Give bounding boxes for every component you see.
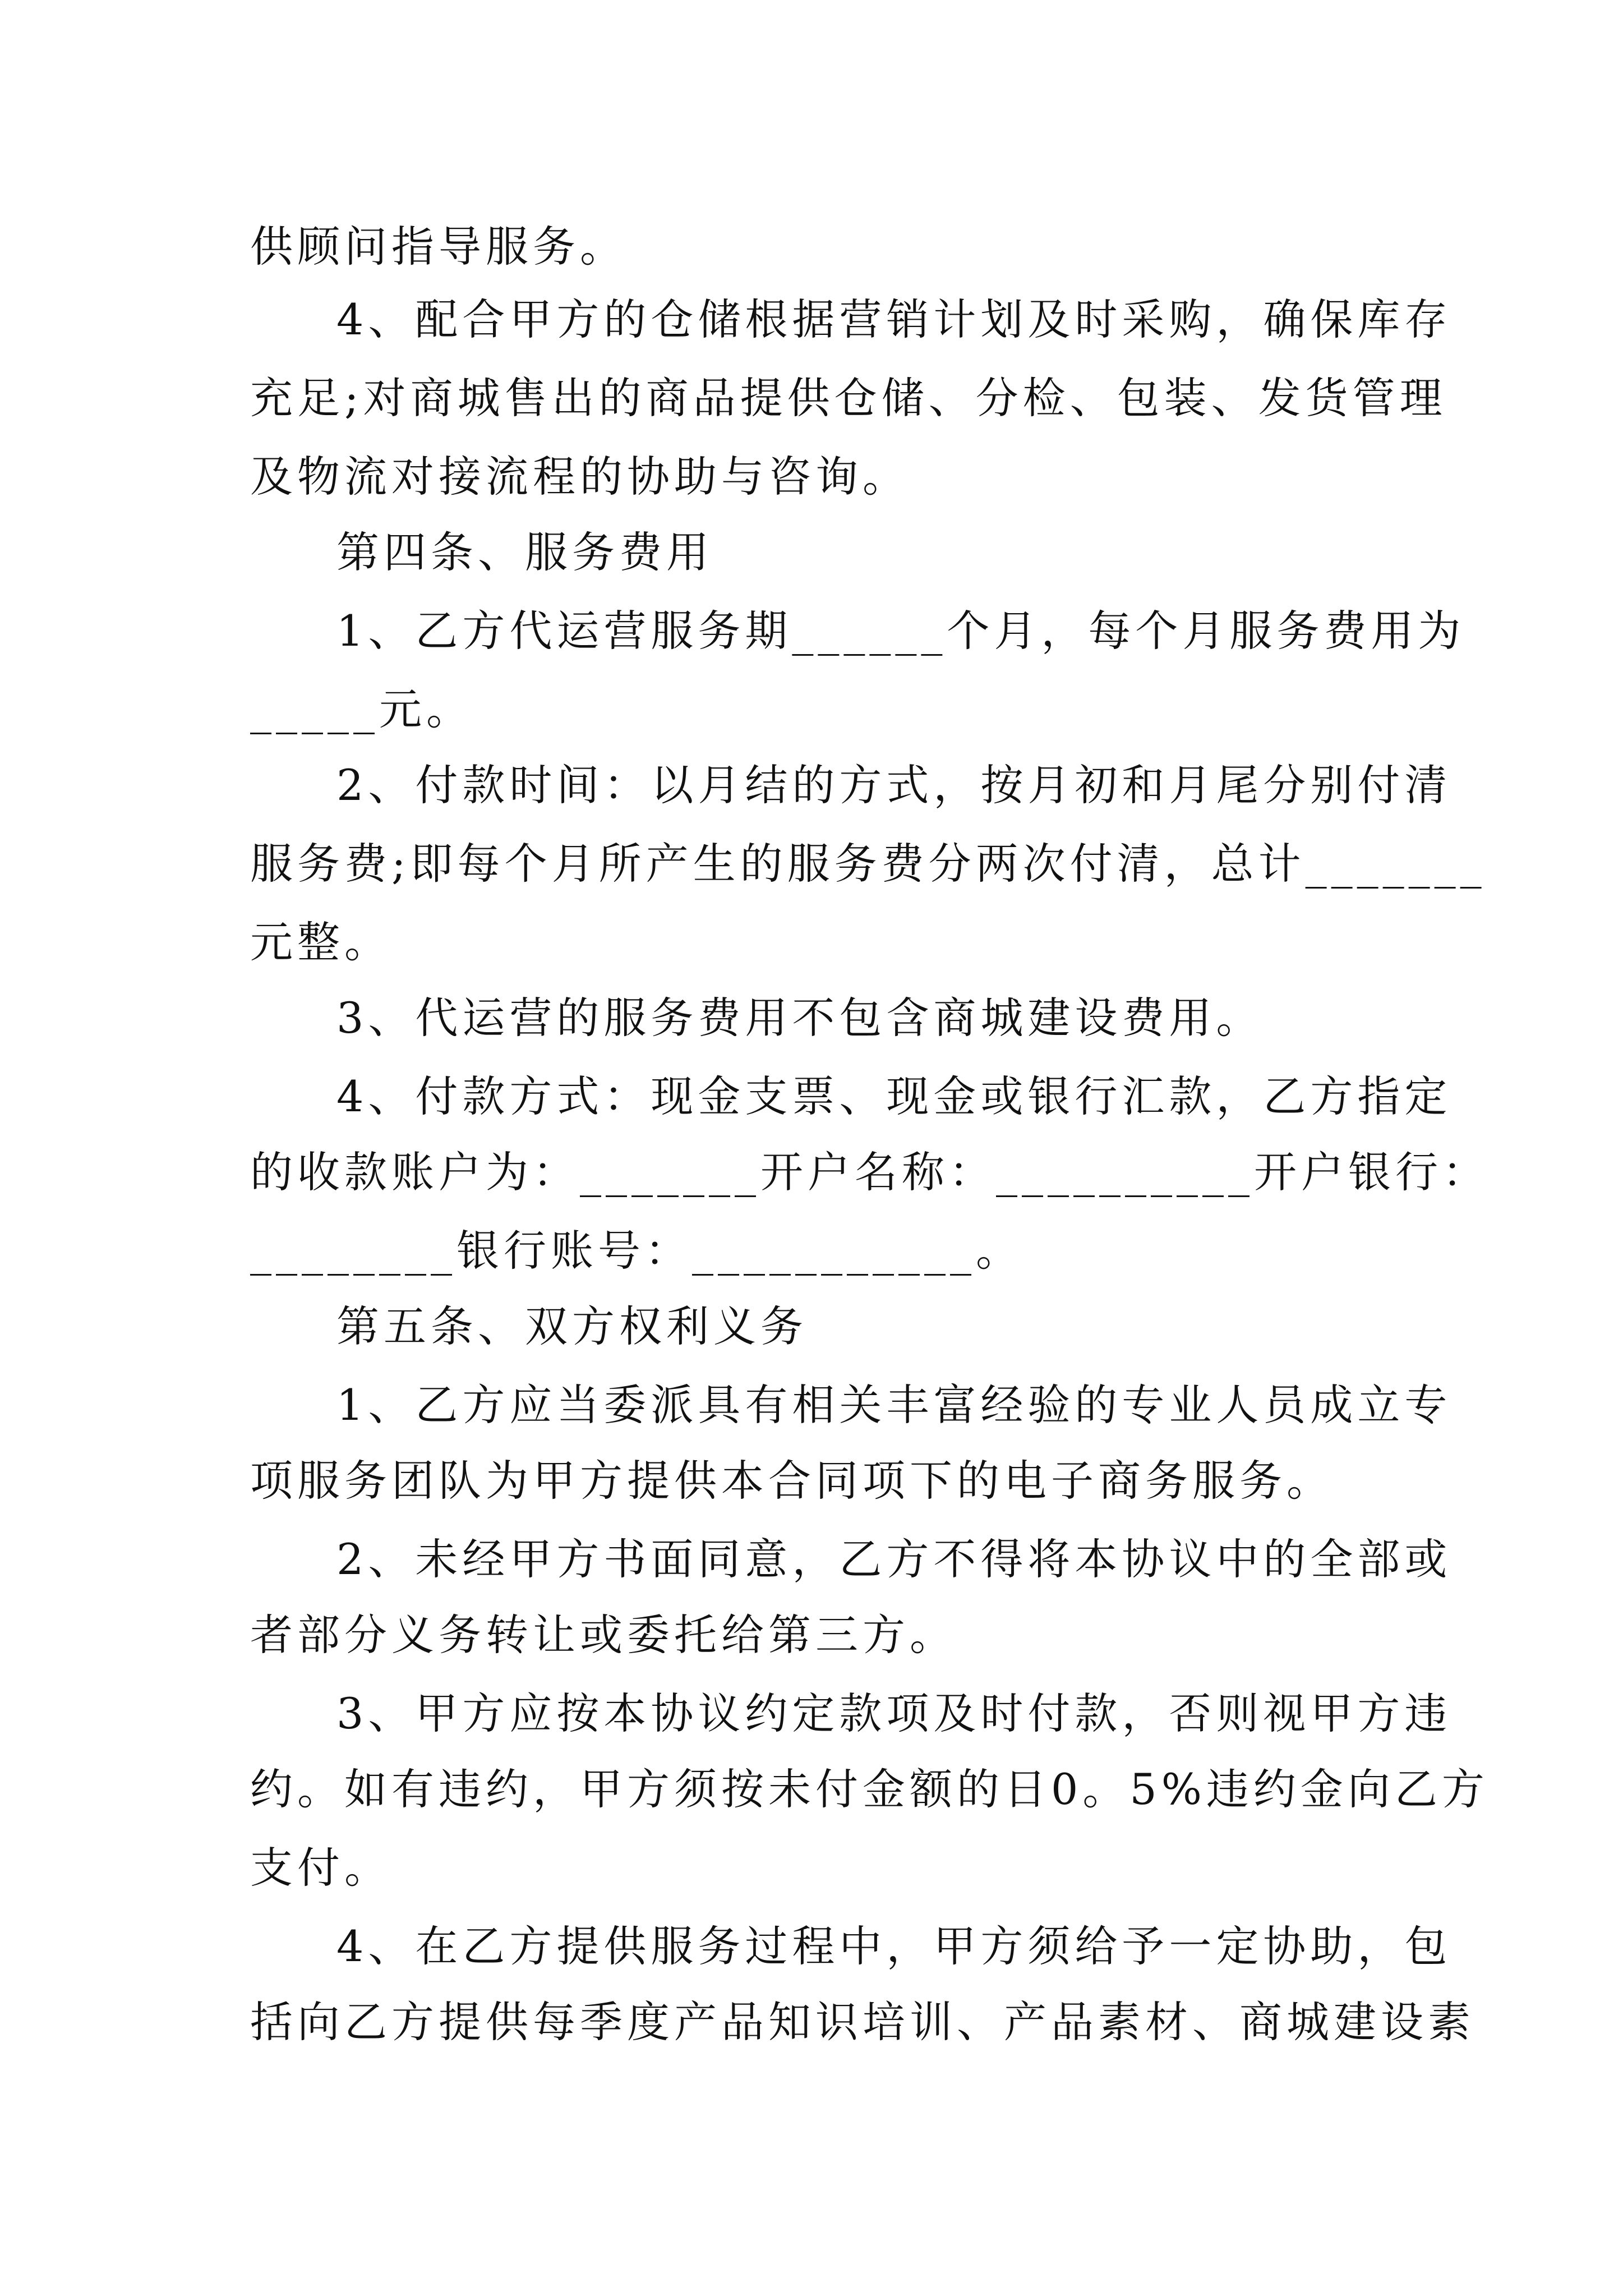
text-line: 及物流对接流程的协助与咨询。: [250, 452, 910, 501]
text-line: 2、未经甲方书面同意，乙方不得将本协议中的全部或: [336, 1534, 1452, 1584]
text-line: 2、付款时间：以月结的方式，按月初和月尾分别付清: [336, 760, 1452, 810]
text-line: 元整。: [250, 917, 391, 967]
text-line: 约。如有违约，甲方须按未付金额的日0。5%违约金向乙方: [250, 1764, 1489, 1814]
text-line: 支付。: [250, 1843, 391, 1893]
text-line: 4、付款方式：现金支票、现金或银行汇款，乙方指定: [336, 1071, 1452, 1121]
text-line: _____元。: [250, 684, 473, 734]
text-line: 4、配合甲方的仓储根据营销计划及时采购，确保库存: [336, 295, 1452, 344]
text-line: 1、乙方代运营服务期______个月，每个月服务费用为: [336, 606, 1465, 656]
text-line: 3、代运营的服务费用不包含商城建设费用。: [336, 993, 1264, 1043]
text-line: 供顾问指导服务。: [250, 222, 627, 272]
text-line: 服务费;即每个月所产生的服务费分两次付清，总计_______: [250, 839, 1486, 889]
section-heading: 第四条、服务费用: [336, 527, 713, 577]
text-line: 充足;对商城售出的商品提供仓储、分检、包装、发货管理: [250, 373, 1447, 423]
text-line: 1、乙方应当委派具有相关丰富经验的专业人员成立专: [336, 1380, 1452, 1430]
section-heading: 第五条、双方权利义务: [336, 1301, 808, 1351]
text-line: 项服务团队为甲方提供本合同项下的电子商务服务。: [250, 1456, 1334, 1506]
text-line: ________银行账号：___________。: [250, 1226, 1023, 1276]
text-line: 4、在乙方提供服务过程中，甲方须给予一定协助，包: [336, 1921, 1452, 1971]
text-line: 的收款账户为：_______开户名称：__________开户银行：: [250, 1147, 1490, 1197]
text-line: 3、甲方应按本协议约定款项及时付款，否则视甲方违: [336, 1688, 1452, 1738]
text-line: 括向乙方提供每季度产品知识培训、产品素材、商城建设素: [250, 1997, 1475, 2047]
text-line: 者部分义务转让或委托给第三方。: [250, 1610, 957, 1660]
